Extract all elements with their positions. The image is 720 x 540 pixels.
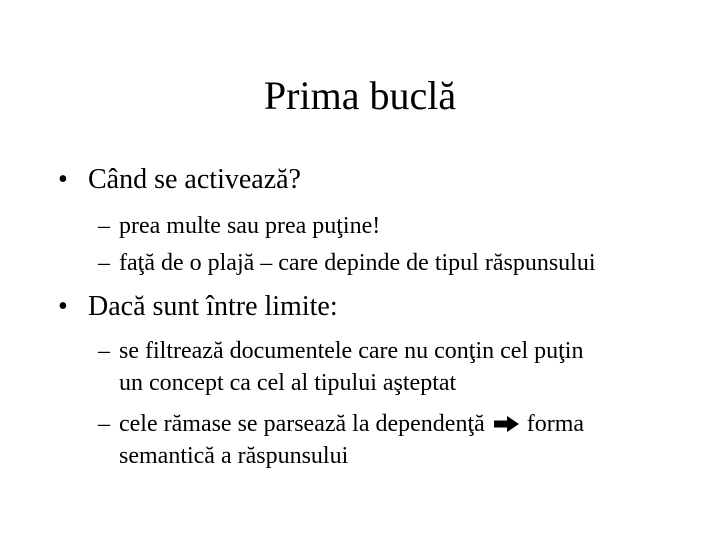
bullet-mark: • bbox=[58, 291, 68, 322]
sub-text: faţă de o plajă – care depinde de tipul răspunsului bbox=[119, 250, 596, 276]
sub-dash: – bbox=[98, 411, 110, 437]
right-arrow-icon bbox=[493, 416, 519, 432]
sub-text-after-arrow: forma bbox=[526, 411, 585, 437]
sub-text-line-2: un concept ca cel al tipului aşteptat bbox=[119, 370, 457, 396]
bullet-text: Când se activează? bbox=[88, 164, 301, 195]
sub-text: prea multe sau prea puţine! bbox=[119, 213, 381, 239]
sub-text-line-2: semantică a răspunsului bbox=[119, 443, 349, 469]
sub-dash: – bbox=[98, 213, 110, 239]
bullet-mark: • bbox=[58, 164, 68, 195]
sub-dash: – bbox=[98, 338, 110, 364]
sub-dash: – bbox=[98, 250, 110, 276]
slide-title: Prima buclă bbox=[263, 73, 457, 118]
sub-text-line-1 bbox=[119, 409, 584, 439]
sub-text-before-arrow: cele rămase se parsează la dependenţă bbox=[119, 411, 485, 437]
bullet-text: Dacă sunt între limite: bbox=[88, 291, 338, 322]
sub-text-line-1: se filtrează documentele care nu conţin cel puţin bbox=[119, 338, 584, 364]
